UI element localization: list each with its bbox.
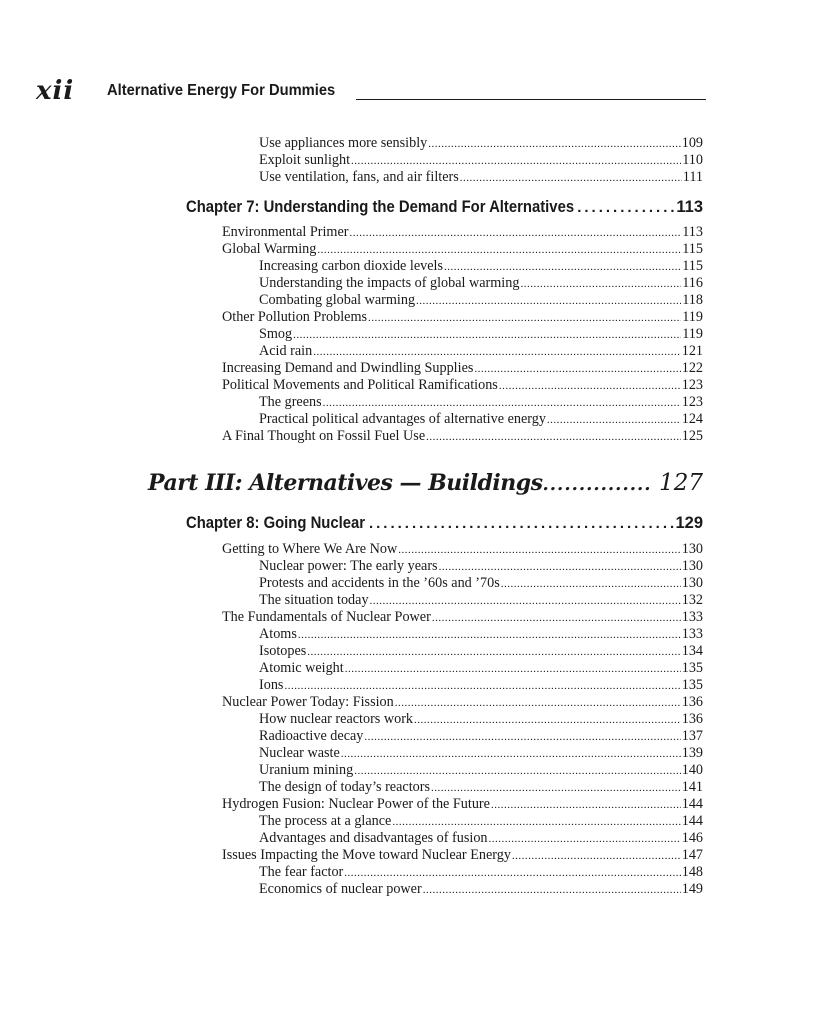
toc-entry-page: 130 (681, 558, 703, 574)
toc-entry (259, 626, 703, 643)
leader-dots (501, 576, 681, 593)
part-page: 127 (659, 470, 703, 496)
toc-entry (222, 428, 703, 445)
leader-dots (428, 136, 680, 153)
toc-entry-title: Economics of nuclear power (259, 881, 422, 897)
leader-dots (369, 515, 676, 532)
part-heading (148, 470, 703, 500)
chapter-heading (186, 514, 703, 536)
leader-dots (512, 848, 681, 865)
leader-dots (392, 814, 680, 831)
page-number: xii (36, 76, 75, 106)
toc-entry-title: The process at a glance (259, 813, 392, 829)
leader-dots (323, 395, 681, 412)
toc-entry-title: Smog (259, 326, 293, 342)
toc-entry-page: 123 (681, 394, 703, 410)
leader-dots (398, 542, 680, 559)
toc-entry-title: A Final Thought on Fossil Fuel Use (222, 428, 426, 444)
toc-entry (222, 360, 703, 377)
leader-dots (520, 276, 681, 293)
toc-entry-title: Atomic weight (259, 660, 344, 676)
leader-dots (414, 712, 681, 729)
toc-entry-title: Use appliances more sensibly (259, 135, 428, 151)
toc-entry (259, 258, 703, 275)
toc-entry-title: Political Movements and Political Ramifications (222, 377, 498, 393)
toc-entry-page: 118 (682, 292, 703, 308)
toc-entry-page: 133 (681, 626, 703, 642)
toc-entry (259, 558, 703, 575)
toc-entry-page: 110 (682, 152, 703, 168)
toc-entry (222, 541, 703, 558)
toc-entry-page: 136 (681, 711, 703, 727)
chapter-page: 129 (675, 514, 703, 532)
toc-entry (259, 779, 703, 796)
toc-entry-page: 123 (681, 377, 703, 393)
toc-entry (259, 152, 703, 169)
toc-entry (259, 864, 703, 881)
toc-entry-page: 148 (681, 864, 703, 880)
leader-dots (491, 797, 681, 814)
leader-dots (460, 170, 682, 187)
toc-entry (259, 275, 703, 292)
toc-entry-page: 109 (681, 135, 703, 151)
toc-entry-title: Ions (259, 677, 284, 693)
toc-entry-page: 134 (681, 643, 703, 659)
toc-entry (222, 224, 703, 241)
toc-entry (222, 609, 703, 626)
toc-entry-page: 130 (681, 575, 703, 591)
toc-entry-page: 144 (681, 796, 703, 812)
toc-entry-page: 136 (681, 694, 703, 710)
part-title: Part III: Alternatives — Buildings (148, 470, 543, 496)
toc-entry-page: 122 (681, 360, 703, 376)
toc-entry-page: 133 (681, 609, 703, 625)
toc-entry-page: 113 (682, 224, 703, 240)
toc-entry-page: 119 (682, 309, 703, 325)
toc-entry (259, 762, 703, 779)
toc-entry-page: 139 (681, 745, 703, 761)
leader-dots (284, 678, 680, 695)
running-head-title: Alternative Energy For Dummies (107, 82, 336, 99)
toc-entry-title: Other Pollution Problems (222, 309, 368, 325)
toc-entry-page: 135 (681, 660, 703, 676)
toc-entry-page: 137 (681, 728, 703, 744)
toc-entry-title: Practical political advantages of alternative energy (259, 411, 546, 427)
toc-entry-title: The design of today’s reactors (259, 779, 430, 795)
leader-dots (416, 293, 681, 310)
toc-entry-page: 115 (682, 241, 703, 257)
toc-entry-page: 121 (681, 343, 703, 359)
toc-entry (259, 711, 703, 728)
toc-entry-title: Increasing carbon dioxide levels (259, 258, 443, 274)
leader-dots (368, 310, 681, 327)
toc-entry (222, 796, 703, 813)
toc-entry-page: 147 (681, 847, 703, 863)
toc-entry-page: 130 (681, 541, 703, 557)
chapter-title: Chapter 8: Going Nuclear (186, 514, 366, 532)
toc-entry (222, 847, 703, 864)
leader-dots (423, 882, 681, 899)
toc-entry-title: Nuclear Power Today: Fission (222, 694, 394, 710)
leader-dots (547, 412, 681, 429)
toc-entry (222, 241, 703, 258)
toc-entry-title: Hydrogen Fusion: Nuclear Power of the Future (222, 796, 490, 812)
leader-dots (364, 729, 680, 746)
toc-entry-page: 132 (681, 592, 703, 608)
toc-entry-title: Global Warming (222, 241, 317, 257)
toc-entry-title: Nuclear power: The early years (259, 558, 438, 574)
toc-entry-page: 124 (681, 411, 703, 427)
toc-entry-page: 115 (682, 258, 703, 274)
toc-entry-page: 135 (681, 677, 703, 693)
leader-dots (354, 763, 681, 780)
toc-entry-title: The Fundamentals of Nuclear Power (222, 609, 431, 625)
toc-entry-page: 144 (681, 813, 703, 829)
toc-entry-title: Nuclear waste (259, 745, 340, 761)
leader-dots (577, 199, 676, 216)
leader-dots (499, 378, 681, 395)
toc-entry-title: Issues Impacting the Move toward Nuclear Energy (222, 847, 511, 863)
leader-dots (395, 695, 681, 712)
toc-entry-title: Radioactive decay (259, 728, 364, 744)
chapter-heading (186, 198, 703, 220)
toc-entry-title: Acid rain (259, 343, 313, 359)
toc-entry (259, 169, 703, 186)
leader-dots (370, 593, 681, 610)
toc-entry (259, 575, 703, 592)
toc-entry (259, 292, 703, 309)
toc-entry-title: Uranium mining (259, 762, 354, 778)
leader-dots (444, 259, 681, 276)
toc-entry-page: 116 (682, 275, 703, 291)
leader-dots (431, 780, 681, 797)
toc-entry (259, 643, 703, 660)
toc-entry-title: Use ventilation, fans, and air filters (259, 169, 459, 185)
toc-entry (259, 326, 703, 343)
leader-dots (474, 361, 680, 378)
toc-entry-title: Atoms (259, 626, 297, 642)
toc-entry-title: Understanding the impacts of global warming (259, 275, 520, 291)
toc-entry (259, 881, 703, 898)
toc-entry-page: 146 (681, 830, 703, 846)
leader-dots (341, 746, 681, 763)
toc-entry-title: Increasing Demand and Dwindling Supplies (222, 360, 474, 376)
toc-entry-page: 119 (682, 326, 703, 342)
leader-dots (351, 153, 681, 170)
leader-dots (345, 661, 681, 678)
leader-dots (313, 344, 681, 361)
toc-entry (222, 694, 703, 711)
toc-entry-page: 149 (681, 881, 703, 897)
toc-entry-page: 140 (681, 762, 703, 778)
leader-dots (489, 831, 681, 848)
toc-entry-title: The greens (259, 394, 322, 410)
leader-dots (298, 627, 681, 644)
leader-dots (317, 242, 681, 259)
toc-entry (259, 813, 703, 830)
toc-entry (259, 677, 703, 694)
toc-entry (259, 592, 703, 609)
toc-entry (259, 343, 703, 360)
chapter-title: Chapter 7: Understanding the Demand For Alternatives (186, 198, 575, 216)
toc-entry-title: Combating global warming (259, 292, 416, 308)
leader-dots (349, 225, 681, 242)
leader-dots (543, 474, 652, 495)
leader-dots (344, 865, 680, 882)
leader-dots (432, 610, 681, 627)
leader-dots (307, 644, 680, 661)
toc-entry (259, 660, 703, 677)
toc-entry-title: Isotopes (259, 643, 307, 659)
leader-dots (439, 559, 681, 576)
toc-entry (222, 377, 703, 394)
toc-entry (222, 309, 703, 326)
leader-dots (426, 429, 681, 446)
toc-entry-page: 141 (681, 779, 703, 795)
toc-entry (259, 830, 703, 847)
toc-entry-page: 125 (681, 428, 703, 444)
toc-entry (259, 135, 703, 152)
toc-entry (259, 745, 703, 762)
toc-entry (259, 394, 703, 411)
toc-entry-page: 111 (682, 169, 703, 185)
toc-entry-title: Exploit sunlight (259, 152, 351, 168)
toc-entry-title: The fear factor (259, 864, 344, 880)
toc-entry-title: The situation today (259, 592, 369, 608)
toc-entry-title: Protests and accidents in the ’60s and ’70s (259, 575, 500, 591)
toc-entry-title: Environmental Primer (222, 224, 349, 240)
toc-entry (259, 411, 703, 428)
toc-entry-title: Advantages and disadvantages of fusion (259, 830, 488, 846)
toc-entry-title: How nuclear reactors work (259, 711, 414, 727)
toc-entry (259, 728, 703, 745)
toc-entry-title: Getting to Where We Are Now (222, 541, 398, 557)
leader-dots (293, 327, 681, 344)
chapter-page: 113 (676, 198, 703, 216)
